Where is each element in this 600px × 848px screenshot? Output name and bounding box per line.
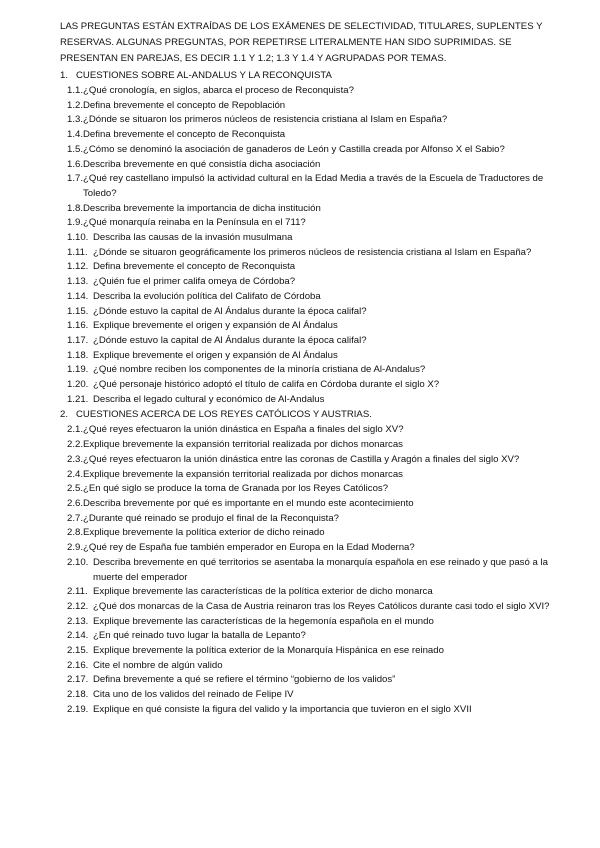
question-text: ¿Dónde se situaron geográficamente los primeros núcleos de resistencia cristiana al Islam en España? xyxy=(93,246,532,258)
question-text: Cite el nombre de algún valido xyxy=(93,659,223,671)
question-item xyxy=(0,468,600,483)
question-text: Cita uno de los validos del reinado de Felipe IV xyxy=(93,689,294,701)
question-number: 2.4. xyxy=(67,468,84,480)
question-item xyxy=(0,158,600,173)
question-item xyxy=(0,128,600,143)
question-number: 2.14. xyxy=(67,630,89,642)
question-text: ¿Qué monarquía reinaba en la Península en el 711? xyxy=(83,217,306,229)
question-text: Defina brevemente el concepto de Repoblación xyxy=(83,99,286,111)
question-number: 2.3. xyxy=(67,453,84,465)
question-text: ¿En qué reinado tuvo lugar la batalla de Lepanto? xyxy=(93,630,306,642)
question-text: ¿En qué siglo se produce la toma de Granada por los Reyes Católicos? xyxy=(83,483,389,495)
question-list xyxy=(0,68,600,718)
question-number: 1.1. xyxy=(67,85,84,96)
question-number: 1.8. xyxy=(67,202,84,214)
question-item xyxy=(0,260,600,275)
question-item xyxy=(0,556,600,585)
question-number: 1.15. xyxy=(67,305,89,317)
question-item xyxy=(0,84,600,99)
question-item xyxy=(0,305,600,320)
question-number: 2.16. xyxy=(67,659,89,671)
question-number: 2.6. xyxy=(67,497,84,509)
question-number: 2.2. xyxy=(67,439,84,451)
question-item xyxy=(0,497,600,512)
question-text: Defina brevemente a qué se refiere el término “gobierno de los validos” xyxy=(93,674,396,686)
question-text: Defina brevemente el concepto de Reconquista xyxy=(83,129,286,141)
question-number: 1.4. xyxy=(67,129,84,141)
question-number: 2.12. xyxy=(67,600,89,612)
question-number: 1.6. xyxy=(67,158,84,170)
question-item xyxy=(0,644,600,659)
question-number: 1.18. xyxy=(67,349,89,361)
question-number: 1.11. xyxy=(67,246,88,258)
question-number: 2.11. xyxy=(67,586,88,598)
question-item xyxy=(0,512,600,527)
question-text: Describa brevemente la importancia de dicha institución xyxy=(83,202,321,214)
question-item xyxy=(0,423,600,438)
question-number: 2.13. xyxy=(67,615,89,627)
question-number: 2.18. xyxy=(67,689,89,701)
section-title: CUESTIONES SOBRE AL-ANDALUS Y LA RECONQUISTA xyxy=(76,70,332,81)
question-item xyxy=(0,482,600,497)
question-item xyxy=(0,393,600,408)
question-item xyxy=(0,541,600,556)
question-item xyxy=(0,453,600,468)
question-number: 2.9. xyxy=(67,542,84,554)
question-number: 1.17. xyxy=(67,334,89,346)
question-number: 1.16. xyxy=(67,320,89,332)
section-heading xyxy=(0,68,600,84)
question-text: Describa el legado cultural y económico de Al-Andalus xyxy=(93,393,325,405)
question-item xyxy=(0,113,600,128)
question-number: 1.3. xyxy=(67,114,84,126)
question-text: ¿Qué dos monarcas de la Casa de Austria reinaron tras los Reyes Católicos durante casi todo el siglo XVI? xyxy=(93,600,550,612)
question-item xyxy=(0,673,600,688)
question-text: ¿Dónde se situaron los primeros núcleos de resistencia cristiana al Islam en España? xyxy=(83,114,448,126)
question-number: 2.5. xyxy=(67,483,84,495)
question-item xyxy=(0,246,600,261)
question-number: 1.19. xyxy=(67,364,89,376)
question-number: 2.19. xyxy=(67,703,89,715)
question-text: Explique brevemente la política exterior de la Monarquía Hispánica en ese reinado xyxy=(93,645,444,657)
section-title: CUESTIONES ACERCA DE LOS REYES CATÓLICOS Y AUSTRIAS. xyxy=(76,409,372,421)
question-item xyxy=(0,319,600,334)
question-number: 2.1. xyxy=(67,424,84,436)
intro-paragraph: LAS PREGUNTAS ESTÁN EXTRAÍDAS DE LOS EXÁMENES DE SELECTIVIDAD, TITULARES, SUPLENTES Y RESERVAS. ALGUNAS PREGUNTAS, POR REPETIRSE LITERALMENTE HAN SIDO SUPRIMIDAS. SE PRESENTAN EN PAREJAS, ES DECIR 1.1 Y 1.2; 1.3 Y 1.4 Y AGRUPADAS POR TEMAS. xyxy=(60,21,543,64)
question-text: ¿Qué rey castellano impulsó la actividad cultural en la Edad Media a través de la Escuela de Traductores de Toledo? xyxy=(83,173,544,199)
question-text: Explique brevemente la expansión territorial realizada por dichos monarcas xyxy=(83,468,403,480)
question-number: 1.7. xyxy=(67,173,84,185)
question-number: 2.8. xyxy=(67,527,84,539)
question-number: 1.10. xyxy=(67,232,89,244)
question-text: Defina brevemente el concepto de Reconquista xyxy=(93,261,296,273)
question-text: ¿Cómo se denominó la asociación de ganaderos de León y Castilla creada por Alfonso X el Sabio? xyxy=(83,143,505,155)
question-item xyxy=(0,688,600,703)
section-heading xyxy=(0,407,600,423)
question-text: Describa la evolución política del Califato de Córdoba xyxy=(93,290,321,302)
question-item xyxy=(0,703,600,718)
question-text: Explique brevemente el origen y expansión de Al Ándalus xyxy=(93,320,338,332)
question-item xyxy=(0,378,600,393)
question-text: ¿Dónde estuvo la capital de Al Ándalus durante la época califal? xyxy=(93,305,367,317)
question-text: Explique brevemente la política exterior de dicho reinado xyxy=(83,527,325,539)
question-number: 2.10. xyxy=(67,556,89,568)
question-item xyxy=(0,615,600,630)
question-item xyxy=(0,629,600,644)
question-text: ¿Qué cronología, en siglos, abarca el proceso de Reconquista? xyxy=(83,85,354,96)
question-text: Describa las causas de la invasión musulmana xyxy=(93,232,293,244)
question-number: 1.20. xyxy=(67,379,89,391)
question-number: 1.21. xyxy=(67,393,89,405)
question-item xyxy=(0,231,600,246)
question-item xyxy=(0,290,600,305)
question-item xyxy=(0,216,600,231)
question-text: ¿Quién fue el primer califa omeya de Córdoba? xyxy=(93,276,296,288)
question-text: Explique brevemente las características de la política exterior de dicho monarca xyxy=(93,586,433,598)
question-item xyxy=(0,600,600,615)
question-item xyxy=(0,275,600,290)
question-item xyxy=(0,585,600,600)
question-number: 1.12. xyxy=(67,261,89,273)
question-text: Explique brevemente el origen y expansión de Al Ándalus xyxy=(93,349,338,361)
question-item xyxy=(0,172,600,201)
question-text: Explique en qué consiste la figura del valido y la importancia que tuvieron en el siglo XVII xyxy=(93,703,472,715)
question-item xyxy=(0,349,600,364)
section-number: 1. xyxy=(60,70,69,81)
question-item xyxy=(0,659,600,674)
question-item xyxy=(0,363,600,378)
question-text: Explique brevemente la expansión territorial realizada por dichos monarcas xyxy=(83,439,403,451)
question-number: 1.9. xyxy=(67,217,84,229)
question-number: 1.5. xyxy=(67,143,84,155)
question-number: 1.13. xyxy=(67,276,89,288)
question-number: 2.17. xyxy=(67,674,89,686)
question-item xyxy=(0,438,600,453)
question-text: ¿Qué personaje histórico adoptó el título de califa en Córdoba durante el siglo X? xyxy=(93,379,440,391)
section-number: 2. xyxy=(60,409,69,421)
question-text: ¿Dónde estuvo la capital de Al Ándalus durante la época califal? xyxy=(93,334,367,346)
question-item xyxy=(0,143,600,158)
question-item xyxy=(0,526,600,541)
question-item xyxy=(0,202,600,217)
question-number: 2.7. xyxy=(67,512,84,524)
question-item xyxy=(0,99,600,114)
question-text: Describa brevemente en qué territorios se asentaba la monarquía española en ese reinado y que pasó a la muerte del emperador xyxy=(93,556,548,583)
question-text: ¿Qué reyes efectuaron la unión dinástica entre las coronas de Castilla y Aragón a finales del siglo XV? xyxy=(83,453,520,465)
question-text: ¿Durante qué reinado se produjo el final de la Reconquista? xyxy=(83,512,340,524)
question-text: ¿Qué rey de España fue también emperador en Europa en la Edad Moderna? xyxy=(83,542,415,554)
question-item xyxy=(0,334,600,349)
question-number: 2.15. xyxy=(67,645,89,657)
question-text: ¿Qué nombre reciben los componentes de la minoría cristiana de Al-Andalus? xyxy=(93,364,426,376)
question-number: 1.2. xyxy=(67,99,84,111)
question-text: Describa brevemente por qué es importante en el mundo este acontecimiento xyxy=(83,497,414,509)
question-number: 1.14. xyxy=(67,290,89,302)
question-text: Describa brevemente en qué consistía dicha asociación xyxy=(83,158,321,170)
question-text: ¿Qué reyes efectuaron la unión dinástica en España a finales del siglo XV? xyxy=(83,424,404,436)
question-text: Explique brevemente las características de la hegemonía española en el mundo xyxy=(93,615,434,627)
